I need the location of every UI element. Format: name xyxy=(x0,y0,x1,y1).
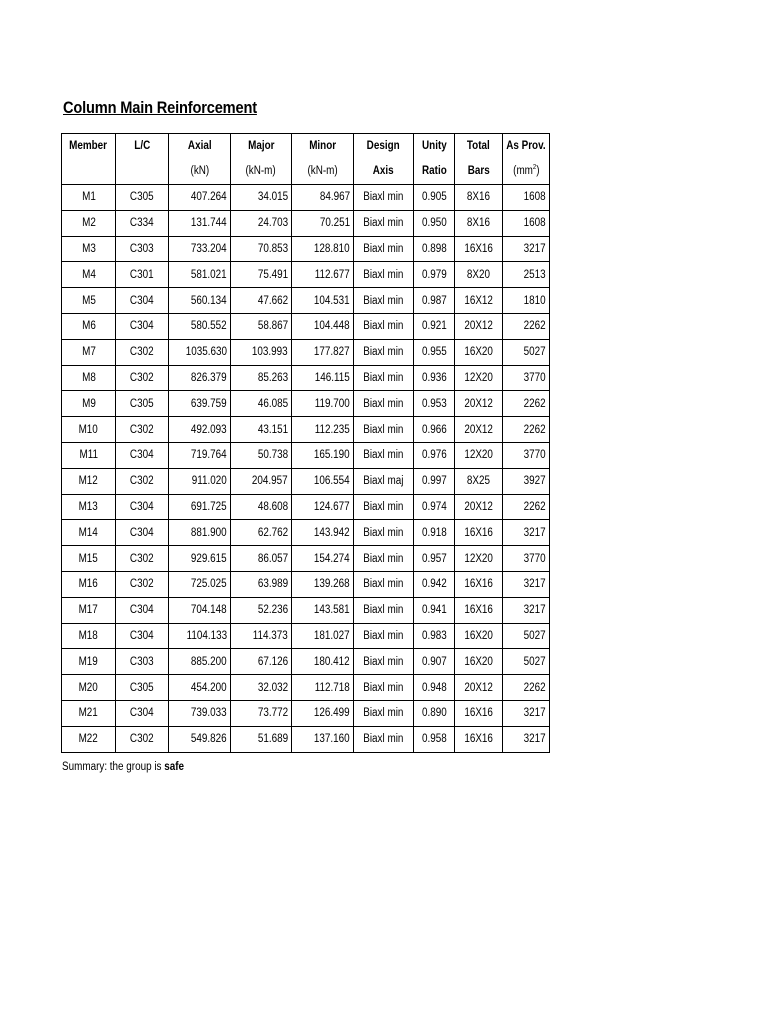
cell-member: M12 xyxy=(62,468,116,494)
cell-lc: C302 xyxy=(116,365,169,391)
cell-major: 75.491 xyxy=(231,262,292,288)
cell-total-bars: 12X20 xyxy=(455,546,503,572)
cell-member: M11 xyxy=(62,442,116,468)
table-header xyxy=(62,134,550,185)
cell-as-prov: 3217 xyxy=(503,236,550,262)
cell-member: M5 xyxy=(62,288,116,314)
cell-design-axis: Biaxl maj xyxy=(354,468,414,494)
cell-unity-ratio: 0.958 xyxy=(414,726,455,752)
cell-member: M18 xyxy=(62,623,116,649)
table-row xyxy=(62,288,550,314)
cell-lc: C304 xyxy=(116,313,169,339)
cell-major: 62.762 xyxy=(231,520,292,546)
table-row xyxy=(62,726,550,752)
cell-axial: 1104.133 xyxy=(169,623,231,649)
cell-design-axis: Biaxl min xyxy=(354,288,414,314)
table-row xyxy=(62,571,550,597)
cell-design-axis: Biaxl min xyxy=(354,494,414,520)
cell-as-prov: 3770 xyxy=(503,365,550,391)
header-as-prov: As Prov. xyxy=(503,134,550,159)
cell-design-axis: Biaxl min xyxy=(354,675,414,701)
cell-lc: C334 xyxy=(116,210,169,236)
table-row xyxy=(62,623,550,649)
cell-member: M21 xyxy=(62,700,116,726)
cell-lc: C304 xyxy=(116,442,169,468)
header-row-1 xyxy=(62,134,550,159)
cell-unity-ratio: 0.918 xyxy=(414,520,455,546)
cell-major: 73.772 xyxy=(231,700,292,726)
cell-minor: 70.251 xyxy=(292,210,354,236)
cell-major: 32.032 xyxy=(231,675,292,701)
table-row xyxy=(62,262,550,288)
cell-lc: C301 xyxy=(116,262,169,288)
cell-minor: 124.677 xyxy=(292,494,354,520)
cell-as-prov: 2262 xyxy=(503,494,550,520)
cell-member: M19 xyxy=(62,649,116,675)
cell-design-axis: Biaxl min xyxy=(354,520,414,546)
cell-unity-ratio: 0.955 xyxy=(414,339,455,365)
cell-unity-ratio: 0.974 xyxy=(414,494,455,520)
cell-as-prov: 2262 xyxy=(503,675,550,701)
cell-unity-ratio: 0.948 xyxy=(414,675,455,701)
cell-major: 63.989 xyxy=(231,571,292,597)
cell-lc: C304 xyxy=(116,494,169,520)
cell-minor: 143.942 xyxy=(292,520,354,546)
cell-unity-ratio: 0.976 xyxy=(414,442,455,468)
header-total: Total xyxy=(455,134,503,159)
header-major-unit: (kN-m) xyxy=(231,158,292,185)
cell-axial: 733.204 xyxy=(169,236,231,262)
cell-unity-ratio: 0.936 xyxy=(414,365,455,391)
table-row xyxy=(62,649,550,675)
cell-member: M15 xyxy=(62,546,116,572)
cell-as-prov: 3217 xyxy=(503,700,550,726)
table-row xyxy=(62,339,550,365)
header-major: Major xyxy=(231,134,292,159)
table-row xyxy=(62,185,550,211)
cell-axial: 881.900 xyxy=(169,520,231,546)
cell-design-axis: Biaxl min xyxy=(354,391,414,417)
table-row xyxy=(62,210,550,236)
cell-total-bars: 20X12 xyxy=(455,391,503,417)
cell-lc: C305 xyxy=(116,675,169,701)
cell-design-axis: Biaxl min xyxy=(354,313,414,339)
table-row xyxy=(62,700,550,726)
cell-major: 34.015 xyxy=(231,185,292,211)
cell-total-bars: 8X16 xyxy=(455,210,503,236)
cell-major: 85.263 xyxy=(231,365,292,391)
cell-total-bars: 16X16 xyxy=(455,236,503,262)
cell-as-prov: 3927 xyxy=(503,468,550,494)
cell-member: M16 xyxy=(62,571,116,597)
table-row xyxy=(62,494,550,520)
cell-design-axis: Biaxl min xyxy=(354,571,414,597)
cell-total-bars: 16X12 xyxy=(455,288,503,314)
cell-design-axis: Biaxl min xyxy=(354,339,414,365)
cell-lc: C304 xyxy=(116,623,169,649)
summary-status: safe xyxy=(164,761,185,773)
cell-major: 70.853 xyxy=(231,236,292,262)
header-axial-unit: (kN) xyxy=(169,158,231,185)
cell-axial: 725.025 xyxy=(169,571,231,597)
cell-axial: 549.826 xyxy=(169,726,231,752)
cell-as-prov: 3770 xyxy=(503,546,550,572)
cell-total-bars: 16X20 xyxy=(455,339,503,365)
header-design: Design xyxy=(354,134,414,159)
header-minor: Minor xyxy=(292,134,354,159)
cell-design-axis: Biaxl min xyxy=(354,726,414,752)
summary-text: Summary: the group is xyxy=(62,761,165,773)
table-row xyxy=(62,313,550,339)
cell-minor: 165.190 xyxy=(292,442,354,468)
cell-minor: 104.448 xyxy=(292,313,354,339)
cell-major: 86.057 xyxy=(231,546,292,572)
cell-axial: 492.093 xyxy=(169,417,231,443)
cell-unity-ratio: 0.942 xyxy=(414,571,455,597)
table-row xyxy=(62,546,550,572)
cell-total-bars: 8X25 xyxy=(455,468,503,494)
table-row xyxy=(62,597,550,623)
cell-unity-ratio: 0.941 xyxy=(414,597,455,623)
table-row xyxy=(62,391,550,417)
cell-lc: C303 xyxy=(116,236,169,262)
cell-member: M2 xyxy=(62,210,116,236)
header-lc-sub xyxy=(116,158,169,185)
cell-minor: 177.827 xyxy=(292,339,354,365)
cell-as-prov: 3217 xyxy=(503,520,550,546)
cell-axial: 911.020 xyxy=(169,468,231,494)
cell-total-bars: 20X12 xyxy=(455,494,503,520)
cell-member: M8 xyxy=(62,365,116,391)
cell-minor: 154.274 xyxy=(292,546,354,572)
cell-major: 52.236 xyxy=(231,597,292,623)
cell-as-prov: 3217 xyxy=(503,597,550,623)
cell-design-axis: Biaxl min xyxy=(354,442,414,468)
cell-member: M6 xyxy=(62,313,116,339)
cell-minor: 104.531 xyxy=(292,288,354,314)
cell-lc: C304 xyxy=(116,597,169,623)
header-member: Member xyxy=(62,134,116,159)
cell-total-bars: 16X16 xyxy=(455,597,503,623)
cell-design-axis: Biaxl min xyxy=(354,210,414,236)
cell-lc: C305 xyxy=(116,185,169,211)
cell-as-prov: 5027 xyxy=(503,623,550,649)
cell-axial: 719.764 xyxy=(169,442,231,468)
cell-minor: 112.718 xyxy=(292,675,354,701)
cell-unity-ratio: 0.953 xyxy=(414,391,455,417)
cell-member: M3 xyxy=(62,236,116,262)
cell-axial: 704.148 xyxy=(169,597,231,623)
cell-minor: 137.160 xyxy=(292,726,354,752)
page-title: Column Main Reinforcement xyxy=(63,98,257,117)
cell-major: 43.151 xyxy=(231,417,292,443)
cell-major: 204.957 xyxy=(231,468,292,494)
cell-member: M10 xyxy=(62,417,116,443)
cell-lc: C302 xyxy=(116,339,169,365)
cell-unity-ratio: 0.979 xyxy=(414,262,455,288)
cell-axial: 581.021 xyxy=(169,262,231,288)
cell-axial: 826.379 xyxy=(169,365,231,391)
cell-minor: 126.499 xyxy=(292,700,354,726)
cell-major: 103.993 xyxy=(231,339,292,365)
table-body xyxy=(62,185,550,753)
cell-unity-ratio: 0.898 xyxy=(414,236,455,262)
cell-member: M22 xyxy=(62,726,116,752)
cell-design-axis: Biaxl min xyxy=(354,365,414,391)
header-unity-sub: Ratio xyxy=(414,158,455,185)
cell-design-axis: Biaxl min xyxy=(354,597,414,623)
cell-lc: C305 xyxy=(116,391,169,417)
cell-minor: 146.115 xyxy=(292,365,354,391)
cell-minor: 128.810 xyxy=(292,236,354,262)
cell-total-bars: 20X12 xyxy=(455,313,503,339)
cell-as-prov: 5027 xyxy=(503,339,550,365)
cell-design-axis: Biaxl min xyxy=(354,262,414,288)
reinforcement-table xyxy=(61,133,550,753)
cell-major: 58.867 xyxy=(231,313,292,339)
cell-axial: 739.033 xyxy=(169,700,231,726)
cell-lc: C302 xyxy=(116,417,169,443)
cell-minor: 112.677 xyxy=(292,262,354,288)
cell-minor: 112.235 xyxy=(292,417,354,443)
header-lc: L/C xyxy=(116,134,169,159)
cell-as-prov: 5027 xyxy=(503,649,550,675)
cell-axial: 560.134 xyxy=(169,288,231,314)
cell-as-prov: 3770 xyxy=(503,442,550,468)
cell-major: 47.662 xyxy=(231,288,292,314)
table-row xyxy=(62,468,550,494)
cell-minor: 84.967 xyxy=(292,185,354,211)
table-row xyxy=(62,520,550,546)
cell-axial: 131.744 xyxy=(169,210,231,236)
cell-member: M9 xyxy=(62,391,116,417)
header-axial: Axial xyxy=(169,134,231,159)
cell-member: M20 xyxy=(62,675,116,701)
cell-lc: C304 xyxy=(116,520,169,546)
cell-member: M17 xyxy=(62,597,116,623)
cell-major: 50.738 xyxy=(231,442,292,468)
cell-minor: 139.268 xyxy=(292,571,354,597)
cell-unity-ratio: 0.987 xyxy=(414,288,455,314)
cell-member: M7 xyxy=(62,339,116,365)
cell-total-bars: 12X20 xyxy=(455,442,503,468)
cell-lc: C302 xyxy=(116,546,169,572)
cell-total-bars: 16X20 xyxy=(455,649,503,675)
cell-total-bars: 16X16 xyxy=(455,520,503,546)
header-unity: Unity xyxy=(414,134,455,159)
cell-unity-ratio: 0.957 xyxy=(414,546,455,572)
cell-lc: C302 xyxy=(116,726,169,752)
cell-minor: 119.700 xyxy=(292,391,354,417)
cell-design-axis: Biaxl min xyxy=(354,185,414,211)
cell-axial: 454.200 xyxy=(169,675,231,701)
header-as-prov-unit: $(mm^2)$ xyxy=(503,158,550,185)
cell-minor: 143.581 xyxy=(292,597,354,623)
cell-as-prov: 2513 xyxy=(503,262,550,288)
cell-as-prov: 3217 xyxy=(503,571,550,597)
cell-lc: C303 xyxy=(116,649,169,675)
cell-as-prov: 1608 xyxy=(503,210,550,236)
cell-lc: C302 xyxy=(116,571,169,597)
cell-total-bars: 16X16 xyxy=(455,726,503,752)
header-total-sub: Bars xyxy=(455,158,503,185)
cell-unity-ratio: 0.997 xyxy=(414,468,455,494)
header-minor-unit: (kN-m) xyxy=(292,158,354,185)
cell-design-axis: Biaxl min xyxy=(354,417,414,443)
cell-major: 48.608 xyxy=(231,494,292,520)
cell-major: 51.689 xyxy=(231,726,292,752)
cell-axial: 580.552 xyxy=(169,313,231,339)
table-row xyxy=(62,365,550,391)
cell-major: 114.373 xyxy=(231,623,292,649)
cell-design-axis: Biaxl min xyxy=(354,236,414,262)
cell-unity-ratio: 0.950 xyxy=(414,210,455,236)
cell-major: 46.085 xyxy=(231,391,292,417)
cell-design-axis: Biaxl min xyxy=(354,649,414,675)
cell-as-prov: 3217 xyxy=(503,726,550,752)
cell-design-axis: Biaxl min xyxy=(354,700,414,726)
cell-minor: 180.412 xyxy=(292,649,354,675)
table-row xyxy=(62,675,550,701)
cell-total-bars: 20X12 xyxy=(455,675,503,701)
cell-unity-ratio: 0.905 xyxy=(414,185,455,211)
cell-unity-ratio: 0.890 xyxy=(414,700,455,726)
cell-design-axis: Biaxl min xyxy=(354,546,414,572)
cell-axial: 407.264 xyxy=(169,185,231,211)
header-member-sub xyxy=(62,158,116,185)
header-row-2 xyxy=(62,158,550,185)
cell-axial: 929.615 xyxy=(169,546,231,572)
summary-line xyxy=(62,761,184,773)
cell-as-prov: 2262 xyxy=(503,313,550,339)
header-design-sub: Axis xyxy=(354,158,414,185)
table-row xyxy=(62,417,550,443)
cell-axial: 1035.630 xyxy=(169,339,231,365)
table-row xyxy=(62,442,550,468)
cell-as-prov: 2262 xyxy=(503,417,550,443)
cell-major: 67.126 xyxy=(231,649,292,675)
cell-axial: 691.725 xyxy=(169,494,231,520)
cell-member: M14 xyxy=(62,520,116,546)
cell-total-bars: 16X20 xyxy=(455,623,503,649)
cell-unity-ratio: 0.921 xyxy=(414,313,455,339)
cell-design-axis: Biaxl min xyxy=(354,623,414,649)
cell-axial: 639.759 xyxy=(169,391,231,417)
cell-total-bars: 20X12 xyxy=(455,417,503,443)
cell-lc: C302 xyxy=(116,468,169,494)
cell-unity-ratio: 0.907 xyxy=(414,649,455,675)
cell-total-bars: 16X16 xyxy=(455,571,503,597)
cell-total-bars: 12X20 xyxy=(455,365,503,391)
cell-minor: 106.554 xyxy=(292,468,354,494)
cell-as-prov: 2262 xyxy=(503,391,550,417)
cell-lc: C304 xyxy=(116,288,169,314)
cell-member: M13 xyxy=(62,494,116,520)
cell-major: 24.703 xyxy=(231,210,292,236)
cell-minor: 181.027 xyxy=(292,623,354,649)
cell-total-bars: 16X16 xyxy=(455,700,503,726)
table-row xyxy=(62,236,550,262)
cell-total-bars: 8X16 xyxy=(455,185,503,211)
cell-as-prov: 1810 xyxy=(503,288,550,314)
cell-unity-ratio: 0.966 xyxy=(414,417,455,443)
cell-lc: C304 xyxy=(116,700,169,726)
cell-axial: 885.200 xyxy=(169,649,231,675)
cell-member: M4 xyxy=(62,262,116,288)
cell-member: M1 xyxy=(62,185,116,211)
cell-as-prov: 1608 xyxy=(503,185,550,211)
cell-total-bars: 8X20 xyxy=(455,262,503,288)
cell-unity-ratio: 0.983 xyxy=(414,623,455,649)
